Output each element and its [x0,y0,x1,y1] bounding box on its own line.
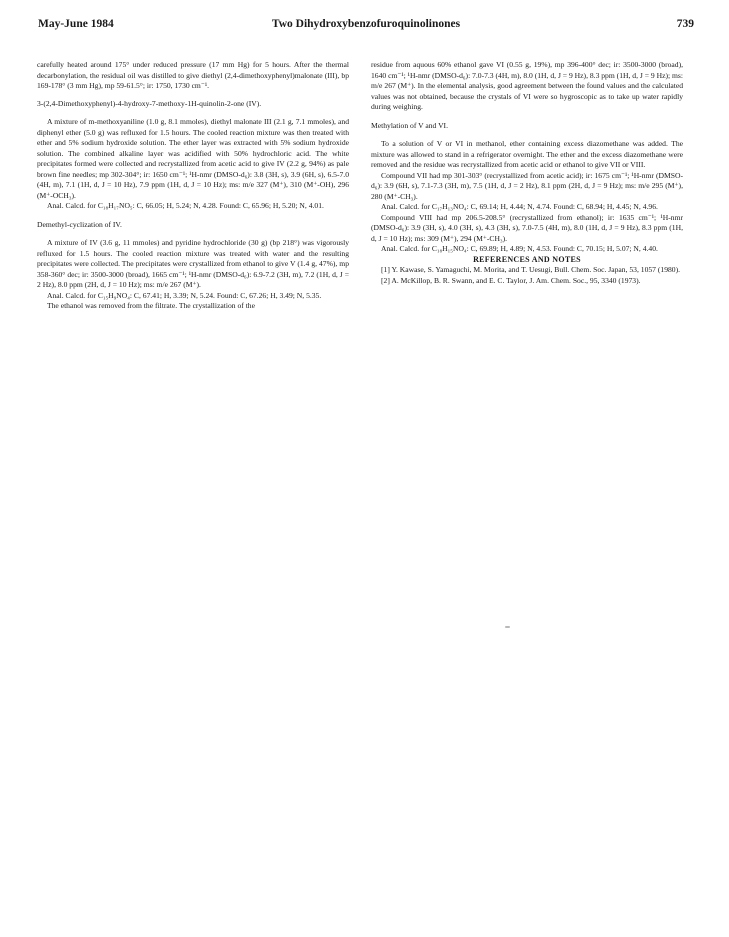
paragraph-filtrate: The ethanol was removed from the filtrate. The crystallization of the [47,301,255,310]
running-title: Two Dihydroxybenzofuroquinolinones [271,18,461,30]
paragraph-demethyl-cyclization: A mixture of IV (3.6 g, 11 mmoles) and pyridine hydrochloride (30 g) (bp 218°) was vigorously refluxed for 1.5 hours. The cooled reaction mixture was treated with water and the resulting precipitates were collected. The precipitates were crystallized from ethanol to give V (1.4 g, 47%), mp 358-360° dec; ir: 3500-3000 (broad), 1665 cm⁻¹; ¹H-nmr (DMSO-d₆): 6.9-7.2 (3H, m), 7.2 (1H, d, J = 2 Hz), 8.0 ppm (2H, d, J = 10 Hz); ms: m/e 267 (M⁺). [37,238,349,289]
reference-1: [1] Y. Kawase, S. Yamaguchi, M. Morita, and T. Uesugi, Bull. Chem. Soc. Japan, 53, 1057 (1980). [381,265,681,274]
section-heading-compound-iv: 3-(2,4-Dimethoxyphenyl)-4-hydroxy-7-methoxy-1H-quinolin-2-one (IV). [37,98,262,108]
paragraph-analysis-v: Anal. Calcd. for C₁₅H₉NO₄: C, 67.41; H, 3.39; N, 5.24. Found: C, 67.26; H, 3.49; N, 5.35. [47,290,322,300]
paragraph-compound-vii: Compound VII had mp 301-303° (recrystallized from acetic acid); ir: 1675 cm⁻¹; ¹H-nmr (DMSO-d₆): 3.9 (6H, s), 7.1-7.3 (3H, m), 7.5 (1H, d, J = 2 Hz), 8.1 ppm (2H, d, J = 9 Hz); ms: m/e 295 (M⁺), 280 (M⁺-CH₃). [371,170,683,201]
scan-speck [505,626,510,628]
section-heading-demethyl-cyclization: Demethyl-cyclization of IV. [37,219,122,229]
paragraph-synthesis-iv: A mixture of m-methoxyaniline (1.0 g, 8.1 mmoles), diethyl malonate III (2.1 g, 7.1 mmoles), and diphenyl ether (5.0 g) was refluxed for 1.5 hours. The cooled reaction mixture was then treated with ether and 5% sodium hydroxide solution. The ether layer was extracted with 5% sodium hydroxide solution. The combined alkaline layer was acidified with 50% hydrochloric acid. The white precipitates formed were collected and recrystallized from acetic acid to give IV (2.2 g, 94%) as pale brown fine needles; mp 302-304°; ir: 1650 cm⁻¹; ¹H-nmr (DMSO-d₆): 3.8 (3H, s), 3.9 (6H, s), 6.5-7.0 (4H, m), 7.1 (1H, d, J = 10 Hz), 7.9 ppm (1H, d, J = 10 Hz); ms: m/e 327 (M⁺), 310 (M⁺-OH), 296 (M⁺-OCH₃). [37,117,349,200]
issue-date: May-June 1984 [38,18,114,30]
reference-2: [2] A. McKillop, B. R. Swann, and E. C. Taylor, J. Am. Chem. Soc., 95, 3340 (1973). [381,275,641,285]
paragraph-analysis-viii: Anal. Calcd. for C₁₈H₁₅NO₄: C, 69.89; H, 4.89; N, 4.53. Found: C, 70.15; H, 5.07; N, 4.40. [381,244,658,253]
references-heading: REFERENCES AND NOTES [473,254,581,264]
left-column [37,60,349,312]
paragraph-methylation: To a solution of V or VI in methanol, ether containing excess diazomethane was added. The mixture was allowed to stand in a refrigerator overnight. The ether and the excess diazomethane were removed and the residue was recrystallized from acetic acid or ethanol to give VII or VIII. [371,139,683,169]
running-header [38,18,694,34]
section-heading-methylation: Methylation of V and VI. [371,120,448,130]
paragraph-continued: carefully heated around 175° under reduced pressure (17 mm Hg) for 5 hours. After the thermal decarbonylation, the residual oil was distilled to give diethyl (2,4-dimethoxyphenyl)malonate (III), bp 169-178° (3 mm Hg), mp 59-61.5°; ir: 1750, 1730 cm⁻¹. [37,60,349,90]
right-column [371,60,683,286]
paragraph-analysis-iv: Anal. Calcd. for C₁₈H₁₇NO₅: C, 66.05; H, 5.24; N, 4.28. Found: C, 65.96; H, 5.20; N, 4.01. [47,201,324,210]
paragraph-analysis-vii: Anal. Calcd. for C₁₇H₁₃NO₄: C, 69.14; H, 4.44; N, 4.74. Found: C, 68.94; H, 4.45; N, 4.96. [381,202,658,211]
paragraph-compound-vi: residue from aquous 60% ethanol gave VI (0.55 g, 19%), mp 396-400° dec; ir: 3500-3000 (broad), 1640 cm⁻¹; ¹H-nmr (DMSO-d₆): 7.0-7.3 (4H, m), 8.0 (1H, d, J = 9 Hz), 8.3 ppm (1H, d, J = 9 Hz); ms: m/e 267 (M⁺). In the elemental analysis, good agreement between the found values and the calculated values was not obtained, because the crystals of VI were so hygroscopic as to take up water rapidly during weighing. [371,60,683,111]
page-number: 739 [676,18,694,30]
paragraph-compound-viii: Compound VIII had mp 206.5-208.5° (recrystallized from ethanol); ir: 1635 cm⁻¹; ¹H-nmr (DMSO-d₆): 3.9 (3H, s), 4.0 (3H, s), 4.3 (3H, s), 7.0-7.5 (4H, m), 8.0 (1H, d, J = 9 Hz), 8.3 ppm (1H, d, J = 10 Hz); ms: 309 (M⁺), 294 (M⁺-CH₃). [371,212,683,243]
